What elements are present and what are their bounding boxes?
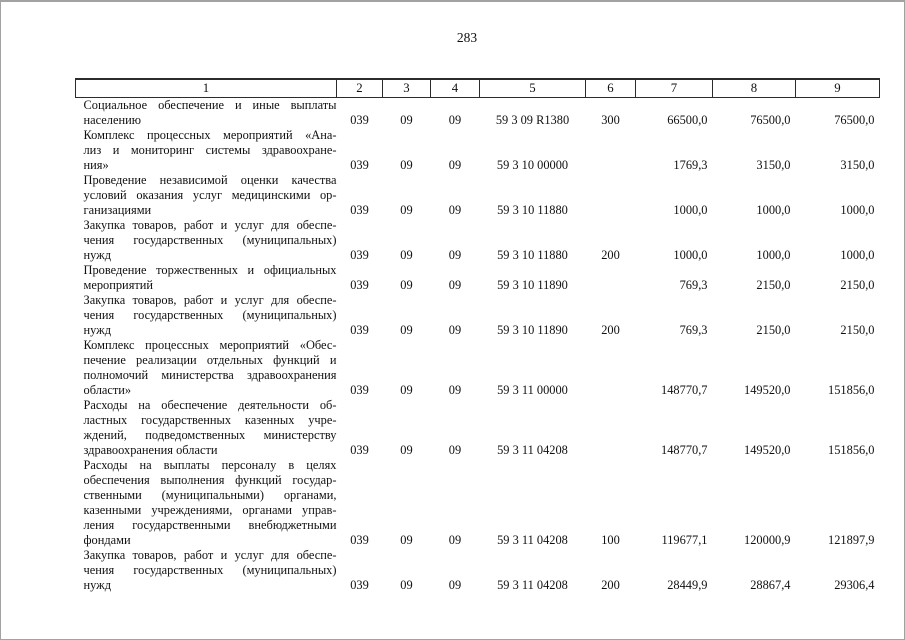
cell-col-8: 28867,4 xyxy=(750,578,791,592)
cell-col-8: 2150,0 xyxy=(756,278,791,292)
cell-col-8: 1000,0 xyxy=(756,203,791,217)
row-title-line: населению xyxy=(83,113,141,127)
row-title-line: здравоохранения области xyxy=(83,443,218,457)
cell-col-2: 039 xyxy=(350,203,369,217)
row-title-line: ния» xyxy=(83,158,109,172)
column-header-2: 2 xyxy=(337,79,383,98)
row-title-line: казенными учреждениями, органами управ- xyxy=(83,503,337,517)
cell-col-5: 59 3 11 04208 xyxy=(497,533,568,547)
cell-col-8: 149520,0 xyxy=(744,443,791,457)
table-row xyxy=(76,338,880,398)
row-title-line: Проведение торжественных и официальных xyxy=(83,263,337,277)
row-title-cell xyxy=(76,338,337,398)
cell-col-7: 148770,7 xyxy=(661,443,708,457)
cell-col-9: 151856,0 xyxy=(828,443,875,457)
row-title-line: обеспечения выполнения функций государ- xyxy=(83,473,337,487)
cell-col-3: 09 xyxy=(400,443,413,457)
cell-col-4: 09 xyxy=(448,443,462,457)
row-title-cell xyxy=(76,293,337,338)
row-title-line: нужд xyxy=(83,578,112,592)
cell-col-9: 2150,0 xyxy=(840,323,875,337)
cell-col-2: 039 xyxy=(350,383,369,397)
table-row xyxy=(76,293,880,338)
row-title-line: Закупка товаров, работ и услуг для обеспе- xyxy=(83,548,337,562)
cell-col-5: 59 3 10 00000 xyxy=(496,158,569,172)
cell-col-6: 100 xyxy=(601,533,620,547)
row-title-line: Расходы на выплаты персоналу в целях xyxy=(83,458,337,472)
cell-col-5: 59 3 11 04208 xyxy=(497,578,568,592)
row-title-line: Закупка товаров, работ и услуг для обеспе- xyxy=(83,218,337,232)
cell-col-3: 09 xyxy=(400,203,413,217)
row-title-cell xyxy=(76,548,337,593)
cell-col-5: 59 3 10 11880 xyxy=(497,203,568,217)
cell-col-3: 09 xyxy=(400,158,413,172)
cell-col-7: 119677,1 xyxy=(661,533,708,547)
table-row xyxy=(76,128,880,173)
row-title-line: ственными (муниципальными) органами, xyxy=(83,488,337,502)
cell-col-4: 09 xyxy=(448,248,462,262)
cell-col-9: 76500,0 xyxy=(834,113,875,127)
row-title-line: мероприятий xyxy=(83,278,154,292)
cell-col-7: 66500,0 xyxy=(667,113,708,127)
column-header-9: 9 xyxy=(796,79,880,98)
cell-col-4: 09 xyxy=(448,203,462,217)
cell-col-7: 1000,0 xyxy=(673,203,708,217)
cell-col-9: 3150,0 xyxy=(840,158,875,172)
column-header-6: 6 xyxy=(586,79,636,98)
row-title-line: нужд xyxy=(83,248,112,262)
cell-col-8: 149520,0 xyxy=(744,383,791,397)
row-title-line: Комплекс процессных мероприятий «Ана- xyxy=(83,128,337,142)
cell-col-3: 09 xyxy=(400,533,413,547)
cell-col-7: 148770,7 xyxy=(661,383,708,397)
cell-col-2: 039 xyxy=(350,578,369,592)
row-title-cell xyxy=(76,263,337,293)
row-title-line: нужд xyxy=(83,323,112,337)
table-row xyxy=(76,398,880,458)
table-header-row xyxy=(76,79,880,98)
cell-col-6: 300 xyxy=(601,113,620,127)
cell-col-8: 3150,0 xyxy=(756,158,791,172)
row-title-line: печение реализации отдельных функций и xyxy=(83,353,337,367)
row-title-line: Проведение независимой оценки качества xyxy=(83,173,337,187)
cell-col-8: 2150,0 xyxy=(756,323,791,337)
row-title-cell xyxy=(76,458,337,548)
column-header-7: 7 xyxy=(636,79,713,98)
cell-col-5: 59 3 09 R1380 xyxy=(495,113,570,127)
cell-col-9: 151856,0 xyxy=(828,383,875,397)
row-title-line: полномочий министерства здравоохранения xyxy=(83,368,337,382)
cell-col-6 xyxy=(586,398,636,458)
cell-col-3: 09 xyxy=(400,278,413,292)
cell-col-3: 09 xyxy=(400,383,413,397)
cell-col-8: 120000,9 xyxy=(744,533,791,547)
cell-col-4: 09 xyxy=(448,278,462,292)
cell-col-6 xyxy=(586,263,636,293)
cell-col-2: 039 xyxy=(350,443,369,457)
cell-col-2: 039 xyxy=(350,323,369,337)
row-title-line: условий оказания услуг медицинскими ор- xyxy=(83,188,337,202)
table-row xyxy=(76,263,880,293)
page-number: 283 xyxy=(456,30,478,45)
row-title-line: ганизациями xyxy=(83,203,152,217)
column-header-3: 3 xyxy=(383,79,431,98)
cell-col-4: 09 xyxy=(448,323,462,337)
cell-col-9: 2150,0 xyxy=(840,278,875,292)
row-title-line: ждений, подведомственных министерству xyxy=(83,428,337,442)
row-title-line: Комплекс процессных мероприятий «Обес- xyxy=(83,338,337,352)
cell-col-9: 121897,9 xyxy=(828,533,875,547)
cell-col-5: 59 3 10 11890 xyxy=(497,323,568,337)
cell-col-6 xyxy=(586,128,636,173)
row-title-cell xyxy=(76,218,337,263)
column-header-4: 4 xyxy=(431,79,480,98)
cell-col-4: 09 xyxy=(448,533,462,547)
cell-col-2: 039 xyxy=(350,278,369,292)
cell-col-6: 200 xyxy=(601,578,620,592)
cell-col-2: 039 xyxy=(350,158,369,172)
cell-col-5: 59 3 10 11880 xyxy=(497,248,568,262)
cell-col-9: 1000,0 xyxy=(840,248,875,262)
cell-col-7: 769,3 xyxy=(679,278,708,292)
cell-col-5: 59 3 11 00000 xyxy=(497,383,568,397)
cell-col-4: 09 xyxy=(448,383,462,397)
row-title-cell xyxy=(76,128,337,173)
row-title-line: Закупка товаров, работ и услуг для обеспе- xyxy=(83,293,337,307)
cell-col-4: 09 xyxy=(448,113,462,127)
row-title-line: чения государственных (муниципальных) xyxy=(83,233,337,247)
cell-col-7: 769,3 xyxy=(679,323,708,337)
cell-col-5: 59 3 11 04208 xyxy=(497,443,568,457)
cell-col-6: 200 xyxy=(601,248,620,262)
cell-col-2: 039 xyxy=(350,248,369,262)
row-title-line: фондами xyxy=(83,533,131,547)
cell-col-4: 09 xyxy=(448,158,462,172)
table-row xyxy=(76,218,880,263)
budget-table xyxy=(75,78,880,593)
column-header-1: 1 xyxy=(76,79,337,98)
cell-col-4: 09 xyxy=(448,578,462,592)
row-title-cell xyxy=(76,398,337,458)
cell-col-6 xyxy=(586,338,636,398)
cell-col-6: 200 xyxy=(601,323,620,337)
cell-col-3: 09 xyxy=(400,323,413,337)
row-title-line: ления государственными внебюджетными xyxy=(83,518,337,532)
cell-col-7: 1769,3 xyxy=(673,158,708,172)
row-title-cell xyxy=(76,98,337,129)
cell-col-3: 09 xyxy=(400,113,413,127)
row-title-line: Социальное обеспечение и иные выплаты xyxy=(83,98,337,112)
table-row xyxy=(76,458,880,548)
row-title-line: Расходы на обеспечение деятельности об- xyxy=(83,398,337,412)
table-row xyxy=(76,548,880,593)
cell-col-8: 76500,0 xyxy=(750,113,791,127)
table-row xyxy=(76,173,880,218)
column-header-5: 5 xyxy=(480,79,586,98)
cell-col-9: 29306,4 xyxy=(834,578,875,592)
cell-col-7: 1000,0 xyxy=(673,248,708,262)
column-header-8: 8 xyxy=(713,79,796,98)
cell-col-5: 59 3 10 11890 xyxy=(497,278,568,292)
cell-col-8: 1000,0 xyxy=(756,248,791,262)
row-title-line: ластных государственных казенных учре- xyxy=(83,413,337,427)
table-body xyxy=(76,98,880,594)
cell-col-3: 09 xyxy=(400,248,413,262)
row-title-cell xyxy=(76,173,337,218)
row-title-line: лиз и мониторинг системы здравоохране- xyxy=(83,143,337,157)
table-row xyxy=(76,98,880,129)
cell-col-2: 039 xyxy=(350,113,369,127)
cell-col-7: 28449,9 xyxy=(667,578,708,592)
row-title-line: чения государственных (муниципальных) xyxy=(83,563,337,577)
cell-col-6 xyxy=(586,173,636,218)
cell-col-2: 039 xyxy=(350,533,369,547)
row-title-line: чения государственных (муниципальных) xyxy=(83,308,337,322)
cell-col-9: 1000,0 xyxy=(840,203,875,217)
cell-col-3: 09 xyxy=(400,578,413,592)
row-title-line: области» xyxy=(83,383,132,397)
